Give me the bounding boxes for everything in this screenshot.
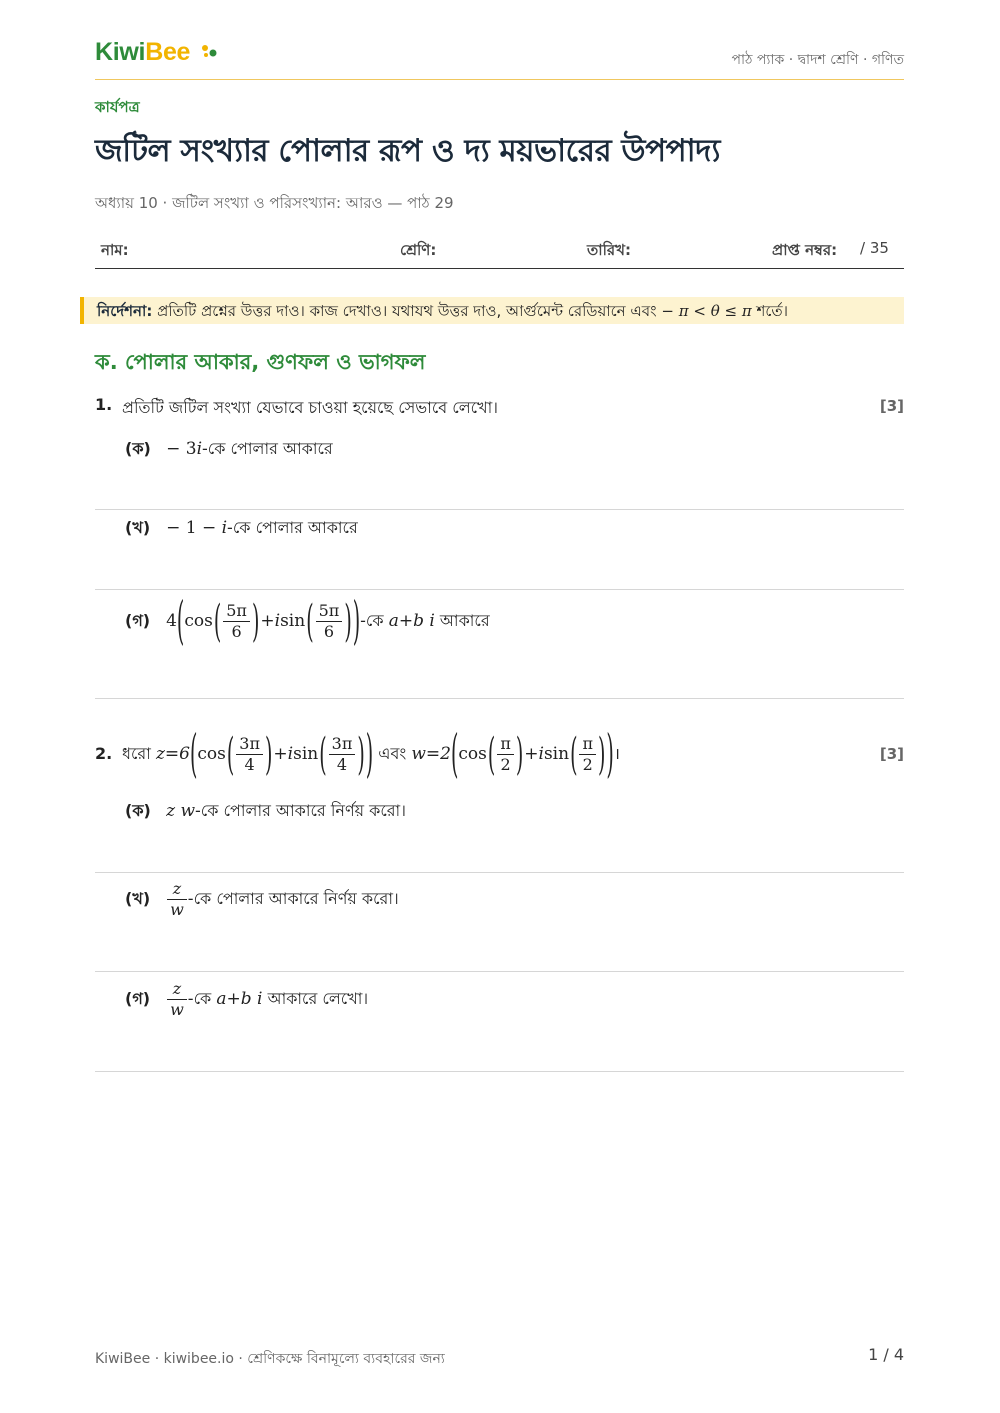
instructions-box — [80, 297, 904, 324]
logo-dots-icon — [199, 42, 219, 62]
instructions-text: প্রতিটি প্রশ্নের উত্তর দাও। কাজ দেখাও। যথাযথ উত্তর দাও, আর্গুমেন্ট রেডিয়ানে এবং — [157, 302, 657, 320]
fraction: $\frac{\pi}{2}$ — [579, 736, 596, 773]
date-label: তারিখ: — [587, 241, 631, 259]
fraction: $\frac{5\pi}{6}$ — [223, 603, 250, 640]
page-subtitle: অধ্যায় 10 · জটিল সংখ্যা ও পরিসংখ্যান: আরও — পাঠ 29 — [95, 194, 454, 212]
name-label: নাম: — [101, 241, 129, 259]
question-2 — [95, 724, 904, 785]
answer-line — [95, 1071, 904, 1072]
question-1-part-b: (খ) − 1 − i-কে পোলার আকারে — [125, 515, 358, 542]
page-title: জটিল সংখ্যার পোলার রূপ ও দ্য ময়ভারের উপপাদ্য — [95, 133, 720, 169]
fraction: $\frac{3\pi}{4}$ — [329, 736, 356, 773]
question-1-part-c: (গ) 4(cos( $\frac{5\pi}{6}$ )+isin( $\frac{5\pi}{6}$ ))-কে a+b i আকারে — [125, 591, 490, 652]
question-text: ধরো z=6(cos( $\frac{3\pi}{4}$ )+isin( $\frac{3\pi}{4}$ )) এবং w=2(cos( $\frac{\pi}{2}$ )+isin( $\frac{\pi}{2}$ ))। — [122, 724, 620, 785]
question-2-part-c: (গ) $\frac{z}{w}$ -কে a+b i আকারে লেখো। — [125, 979, 369, 1019]
question-number: 2. — [95, 744, 113, 763]
class-label: শ্রেণি: — [400, 241, 437, 259]
question-marks: [3] — [879, 745, 904, 763]
question-text: প্রতিটি জটিল সংখ্যা যেভাবে চাওয়া হয়েছে সেভাবে লেখো। — [122, 398, 498, 417]
worksheet-kicker: কার্যপত্র — [95, 98, 140, 116]
question-number: 1. — [95, 395, 113, 414]
answer-line — [95, 872, 904, 873]
answer-line — [95, 971, 904, 972]
fraction: $\frac{3\pi}{4}$ — [236, 736, 263, 773]
question-2-part-a: (ক) z w-কে পোলার আকারে নির্ণয় করো। — [125, 798, 406, 825]
answer-line — [95, 509, 904, 510]
fraction: $\frac{z}{w}$ — [167, 881, 187, 918]
instructions-label: নির্দেশনা: — [97, 302, 153, 320]
footer-credit: KiwiBee · kiwibee.io · শ্রেণিকক্ষে বিনামূল্যে ব্যবহারের জন্য — [95, 1351, 445, 1367]
fraction: $\frac{\pi}{2}$ — [497, 736, 514, 773]
part-label: (ক) — [125, 439, 151, 458]
header-meta: পাঠ প্যাক · দ্বাদশ শ্রেণি · গণিত — [731, 52, 904, 68]
part-label: (ক) — [125, 801, 151, 820]
section-heading: ক. পোলার আকার, গুণফল ও ভাগফল — [95, 350, 426, 374]
fraction: $\frac{z}{w}$ — [167, 981, 187, 1018]
question-2-part-b: (খ) $\frac{z}{w}$ -কে পোলার আকারে নির্ণয় করো। — [125, 879, 399, 919]
kiwibee-logo: KiwiBee — [95, 38, 191, 66]
answer-line — [95, 698, 904, 699]
instructions-condition: − π < θ ≤ π — [661, 302, 752, 320]
part-label: (খ) — [125, 518, 151, 537]
instructions-suffix: শর্তে। — [756, 302, 788, 320]
question-1-part-a: (ক) − 3i-কে পোলার আকারে — [125, 436, 333, 463]
part-label: (খ) — [125, 889, 151, 908]
question-marks: [3] — [879, 397, 904, 415]
score-label: প্রাপ্ত নম্বর: — [772, 241, 838, 259]
score-total: / 35 — [860, 239, 889, 257]
part-label: (গ) — [125, 989, 151, 1008]
student-info-row — [95, 229, 904, 269]
part-label: (গ) — [125, 611, 151, 630]
page-header — [95, 38, 904, 80]
fraction: $\frac{5\pi}{6}$ — [316, 603, 343, 640]
page-number: 1 / 4 — [868, 1345, 904, 1364]
question-1 — [95, 395, 904, 419]
